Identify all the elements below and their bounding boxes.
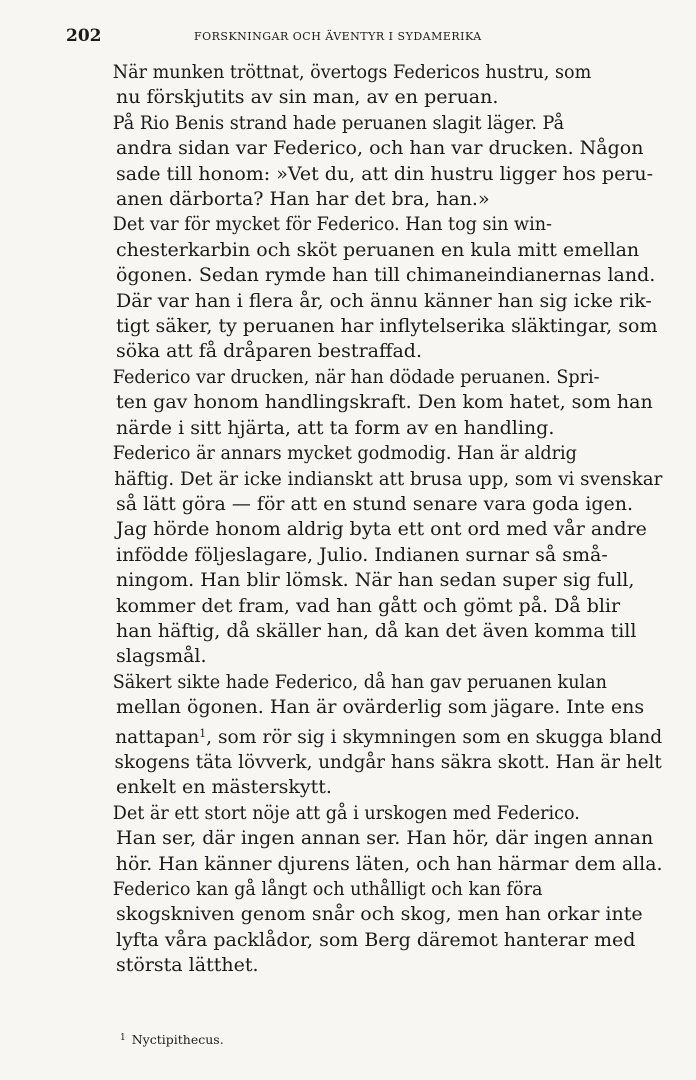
body-text <box>72 60 662 979</box>
text-line: nu förskjutits av sin man, av en peruan. <box>116 86 499 109</box>
text-line: ögonen. Sedan rymde han till chimaneindianernas land. <box>116 264 656 287</box>
text-line: slagsmål. <box>116 645 207 668</box>
paragraph-4 <box>72 365 662 441</box>
footnote-marker: 1 <box>120 1033 126 1043</box>
text-line: På Rio Benis strand hade peruanen slagit läger. På <box>112 111 565 134</box>
text-line: chesterkarbin och sköt peruanen en kula mitt emellan <box>116 238 640 261</box>
text-line: Federico kan gå långt och uthålligt och kan föra <box>112 878 543 900</box>
text-line: Federico är annars mycket godmodig. Han är aldrig <box>112 442 577 465</box>
text-line: Jag hörde honom aldrig byta ett ont ord med vår andre <box>116 518 647 541</box>
paragraph-5 <box>72 441 662 670</box>
paragraph-6 <box>72 670 662 801</box>
text-line: söka att få dråparen bestraffad. <box>116 340 423 363</box>
text-line: sade till honom: »Vet du, att din hustru ligger hos peru- <box>116 162 654 185</box>
text-line: kommer det fram, vad han gått och gömt på. Då blir <box>116 594 621 617</box>
text-fragment: nattapan <box>115 725 200 748</box>
text-line: Det är ett stort nöje att gå i urskogen med Federico. <box>112 801 580 824</box>
page-number: 202 <box>66 26 102 46</box>
text-line: anen därborta? Han har det bra, han.» <box>116 188 490 211</box>
text-line: lyfta våra packlådor, som Berg däremot hanterar med <box>116 928 636 951</box>
text-line: infödde följeslagare, Julio. Indianen surnar så små- <box>116 543 608 566</box>
paragraph-8 <box>72 877 662 979</box>
text-line: tigt säker, ty peruanen har inflytelserika släktingar, som <box>116 315 658 338</box>
text-line: närde i sitt hjärta, att ta form av en handling. <box>116 416 555 439</box>
text-line: andra sidan var Federico, och han var drucken. Någon <box>116 137 644 160</box>
footnote-text: Nyctipithecus. <box>131 1032 224 1047</box>
paragraph-7 <box>72 801 662 877</box>
paragraph-3 <box>72 212 662 364</box>
text-line: Federico var drucken, när han dödade peruanen. Spri- <box>112 365 600 388</box>
paragraph-1 <box>72 60 662 111</box>
text-line: hör. Han känner djurens läten, och han härmar dem alla. <box>115 852 663 875</box>
text-line: Det var för mycket för Federico. Han tog sin win- <box>112 213 553 236</box>
text-line: största lätthet. <box>116 954 259 977</box>
text-line: skogskniven genom snår och skog, men han orkar inte <box>116 903 643 926</box>
footnote-reference: 1 <box>199 726 207 740</box>
text-line: Han ser, där ingen annan ser. Han hör, där ingen annan <box>116 827 654 850</box>
text-fragment: , som rör sig i skymningen som en skugga bland <box>206 725 663 748</box>
text-line: Där var han i flera år, och ännu känner han sig icke rik- <box>116 289 652 312</box>
running-head: FORSKNINGAR OCH ÄVENTYR I SYDAMERIKA <box>194 30 482 43</box>
text-line <box>72 721 663 750</box>
text-line: När munken tröttnat, övertogs Federicos hustru, som <box>112 61 592 83</box>
text-line: ten gav honom handlingskraft. Den kom hatet, som han <box>116 391 653 414</box>
text-line: enkelt en mästerskytt. <box>116 776 332 799</box>
text-line: skogens täta lövverk, undgår hans säkra skott. Han är helt <box>114 750 662 773</box>
footnote <box>120 1032 224 1047</box>
text-line: mellan ögonen. Han är ovärderlig som jägare. Inte ens <box>116 696 645 719</box>
text-line: så lätt göra — för att en stund senare vara goda igen. <box>116 492 634 515</box>
page-header <box>66 24 656 48</box>
text-line: ningom. Han blir lömsk. När han sedan super sig full, <box>116 569 635 592</box>
text-line: Säkert sikte hade Federico, då han gav peruanen kulan <box>112 670 607 693</box>
text-line: häftig. Det är icke indianskt att brusa upp, som vi svenskar <box>114 467 663 490</box>
paragraph-2 <box>72 111 662 213</box>
text-line: han häftig, då skäller han, då kan det även komma till <box>116 619 637 642</box>
